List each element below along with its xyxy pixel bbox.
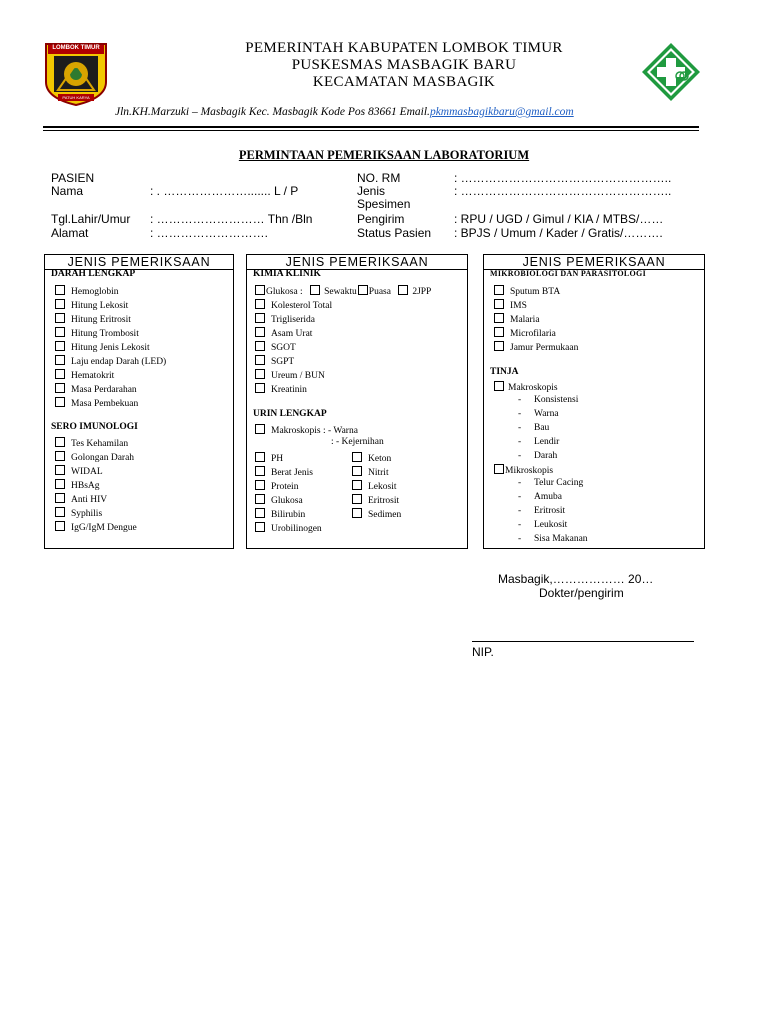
urin-checkbox-glukosa[interactable] xyxy=(255,494,265,504)
section-tinja: TINJA xyxy=(490,367,519,377)
tinja-makro-label-darah: Darah xyxy=(534,451,558,461)
mikro-checkbox-microfilaria[interactable] xyxy=(494,327,504,337)
makroskopis-label: Makroskopis : - Warna xyxy=(271,426,358,436)
darah-checkbox-hitung-jenis-lekosit[interactable] xyxy=(55,341,65,351)
glukosa-label: Glukosa : xyxy=(266,287,303,297)
sero-checkbox-syphilis[interactable] xyxy=(55,507,65,517)
urin-row-berat-jenis xyxy=(255,466,313,478)
tinja-mikro-row-leukosit xyxy=(518,520,567,530)
kimia-checkbox-kreatinin[interactable] xyxy=(255,383,265,393)
urin-row-nitrit xyxy=(352,466,389,478)
mikro-row-sputum-bta xyxy=(494,285,560,297)
bullet-dash: - xyxy=(518,520,522,530)
section-sero-imunologi: SERO IMUNOLOGI xyxy=(51,422,138,432)
status-pasien-field[interactable]: : BPJS / Umum / Kader / Gratis/………. xyxy=(454,226,663,240)
kimia-row-asam-urat xyxy=(255,327,312,339)
header-line-3: KECAMATAN MASBAGIK xyxy=(312,74,496,90)
urin-label-bilirubin: Bilirubin xyxy=(271,510,306,520)
darah-checkbox-masa-perdarahan[interactable] xyxy=(55,383,65,393)
sero-row-anti-hiv xyxy=(55,493,107,505)
urin-label-sedimen: Sedimen xyxy=(368,510,402,520)
tinja-makro-label-konsistensi: Konsistensi xyxy=(534,395,579,405)
darah-checkbox-hitung-eritrosit[interactable] xyxy=(55,313,65,323)
sero-row-hbsag xyxy=(55,479,100,491)
mikro-label-sputum-bta: Sputum BTA xyxy=(510,287,561,297)
kimia-label-sgpt: SGPT xyxy=(271,357,295,367)
sewaktu-checkbox[interactable] xyxy=(310,285,320,295)
tgl-lahir-field[interactable]: : ……………………… Thn /Bln xyxy=(150,212,313,226)
address-line xyxy=(115,106,574,118)
section-urin-lengkap: URIN LENGKAP xyxy=(253,409,327,419)
urin-label-ph: PH xyxy=(271,454,284,464)
sero-label-syphilis: Syphilis xyxy=(71,509,103,519)
sero-row-tes-kehamilan xyxy=(55,437,128,449)
urin-row-bilirubin xyxy=(255,508,305,520)
kimia-row-kolesterol-total xyxy=(255,299,332,311)
kimia-row-sgpt xyxy=(255,355,294,367)
mikro-checkbox-ims[interactable] xyxy=(494,299,504,309)
darah-row-hitung-lekosit xyxy=(55,299,128,311)
glukosa-checkbox[interactable] xyxy=(255,285,265,295)
darah-checkbox-laju-endap-darah-led[interactable] xyxy=(55,355,65,365)
jpp-label: 2JPP xyxy=(412,287,432,297)
makroskopis-checkbox[interactable] xyxy=(255,424,265,434)
urin-checkbox-ph[interactable] xyxy=(255,452,265,462)
urin-checkbox-sedimen[interactable] xyxy=(352,508,362,518)
tinja-makro-label-warna: Warna xyxy=(534,409,559,419)
form-title: PERMINTAAN PEMERIKSAAN LABORATORIUM xyxy=(238,148,530,162)
darah-checkbox-hemoglobin[interactable] xyxy=(55,285,65,295)
sero-checkbox-widal[interactable] xyxy=(55,465,65,475)
sero-label-widal: WIDAL xyxy=(71,467,103,477)
tinja-mikroskopis-row xyxy=(494,464,553,476)
tinja-mikro-row-eritrosit xyxy=(518,506,565,516)
alamat-label: Alamat xyxy=(51,226,89,240)
tinja-makroskopis-row xyxy=(494,381,558,393)
darah-row-masa-perdarahan xyxy=(55,383,137,395)
darah-label-hemoglobin: Hemoglobin xyxy=(71,287,119,297)
header-divider-thick xyxy=(43,126,699,128)
darah-row-hematokrit xyxy=(55,369,114,381)
sero-checkbox-tes-kehamilan[interactable] xyxy=(55,437,65,447)
sero-label-anti-hiv: Anti HIV xyxy=(71,495,108,505)
urin-label-protein: Protein xyxy=(271,482,299,492)
jenis-label-line2: Spesimen xyxy=(357,197,411,211)
tinja-makro-label-bau: Bau xyxy=(534,423,550,433)
darah-row-laju-endap-darah-led xyxy=(55,355,166,367)
mikro-label-ims: IMS xyxy=(510,301,527,311)
bullet-dash: - xyxy=(518,409,522,419)
mikro-label-malaria: Malaria xyxy=(510,315,540,325)
kimia-checkbox-kolesterol-total[interactable] xyxy=(255,299,265,309)
urin-row-keton xyxy=(352,452,391,464)
urin-label-nitrit: Nitrit xyxy=(368,468,389,478)
urin-checkbox-protein[interactable] xyxy=(255,480,265,490)
urin-label-keton: Keton xyxy=(368,454,392,464)
tinja-makro-label-lendir: Lendir xyxy=(534,437,560,447)
box2-header: JENIS PEMERIKSAAN xyxy=(247,255,467,270)
darah-label-hitung-lekosit: Hitung Lekosit xyxy=(71,301,129,311)
tinja-mikro-label-eritrosit: Eritrosit xyxy=(534,506,566,516)
pengirim-label: Pengirim xyxy=(357,212,405,226)
signature-line xyxy=(472,641,694,642)
kimia-label-asam-urat: Asam Urat xyxy=(271,329,313,339)
box1-header: JENIS PEMERIKSAAN xyxy=(45,255,233,270)
email-link[interactable]: pkmmasbagikbaru@gmail.com xyxy=(429,106,574,118)
sero-row-widal xyxy=(55,465,103,477)
sero-label-tes-kehamilan: Tes Kehamilan xyxy=(71,439,129,449)
darah-row-hitung-eritrosit xyxy=(55,313,131,325)
urin-checkbox-bilirubin[interactable] xyxy=(255,508,265,518)
tinja-mikro-label-amuba: Amuba xyxy=(534,492,562,502)
section-mikrobiologi: MIKROBIOLOGI DAN PARASITOLOGI xyxy=(490,269,646,278)
section-darah-lengkap: DARAH LENGKAP xyxy=(51,269,136,279)
darah-checkbox-hitung-trombosit[interactable] xyxy=(55,327,65,337)
tinja-makro-row-bau xyxy=(518,423,549,433)
box-kimia-urin xyxy=(246,254,468,549)
tinja-mikro-label-leukosit: Leukosit xyxy=(534,520,568,530)
sero-checkbox-anti-hiv[interactable] xyxy=(55,493,65,503)
box-mikro-tinja xyxy=(483,254,705,549)
urin-row-eritrosit xyxy=(352,494,399,506)
makroskopis-row xyxy=(255,424,358,436)
kimia-checkbox-sgot[interactable] xyxy=(255,341,265,351)
urin-label-berat-jenis: Berat Jenis xyxy=(271,468,313,478)
tinja-makroskopis-checkbox[interactable] xyxy=(494,381,504,391)
darah-label-hitung-trombosit: Hitung Trombosit xyxy=(71,329,139,339)
signer-role: Dokter/pengirim xyxy=(539,586,624,600)
logo-lombok-timur xyxy=(44,42,108,106)
mikro-row-microfilaria xyxy=(494,327,556,339)
urin-label-urobilinogen: Urobilinogen xyxy=(271,524,322,534)
tinja-makro-row-darah xyxy=(518,451,557,461)
jenis-label-line1: Jenis xyxy=(357,184,386,198)
darah-checkbox-masa-pembekuan[interactable] xyxy=(55,397,65,407)
bullet-dash: - xyxy=(518,423,522,433)
darah-label-laju-endap-darah-led: Laju endap Darah (LED) xyxy=(71,357,167,367)
nip-label: NIP. xyxy=(472,645,494,659)
kimia-checkbox-asam-urat[interactable] xyxy=(255,327,265,337)
mikro-checkbox-sputum-bta[interactable] xyxy=(494,285,504,295)
tinja-mikro-row-telur-cacing xyxy=(518,478,583,488)
sero-row-golongan-darah xyxy=(55,451,134,463)
tinja-mikro-row-sisa-makanan xyxy=(518,534,588,544)
section-kimia-klinik: KIMIA KLINIK xyxy=(253,269,321,279)
bullet-dash: - xyxy=(518,506,522,516)
sero-label-golongan-darah: Golongan Darah xyxy=(71,453,135,463)
kimia-label-trigliserida: Trigliserida xyxy=(271,315,315,325)
darah-row-hitung-jenis-lekosit xyxy=(55,341,150,353)
bullet-dash: - xyxy=(518,534,522,544)
urin-row-protein xyxy=(255,480,298,492)
jenis-spesimen-label xyxy=(357,185,410,211)
tinja-makro-row-konsistensi xyxy=(518,395,578,405)
bullet-dash: - xyxy=(518,437,522,447)
mikro-row-jamur-permukaan xyxy=(494,341,578,353)
urin-checkbox-urobilinogen[interactable] xyxy=(255,522,265,532)
sero-checkbox-golongan-darah[interactable] xyxy=(55,451,65,461)
mikro-checkbox-malaria[interactable] xyxy=(494,313,504,323)
urin-row-glukosa xyxy=(255,494,303,506)
tinja-mikroskopis-checkbox[interactable] xyxy=(494,464,504,474)
logo-motto-text: PATUH KARYA xyxy=(62,95,90,100)
bullet-dash: - xyxy=(518,492,522,502)
kimia-label-kreatinin: Kreatinin xyxy=(271,385,307,395)
box-darah-sero xyxy=(44,254,234,549)
mikro-row-malaria xyxy=(494,313,540,325)
nama-field[interactable]: : . …………………....... L / P xyxy=(150,184,299,198)
header-line-2: PUSKESMAS MASBAGIK BARU xyxy=(291,57,517,73)
address-text: Jln.KH.Marzuki – Masbagik Kec. Masbagik Kode Pos 83661 Email. xyxy=(115,106,430,118)
urin-row-urobilinogen xyxy=(255,522,322,534)
puasa-label: Puasa xyxy=(368,287,391,297)
tinja-mikro-label-sisa-makanan: Sisa Makanan xyxy=(534,534,588,544)
urin-checkbox-lekosit[interactable] xyxy=(352,480,362,490)
box3-header: JENIS PEMERIKSAAN xyxy=(484,255,704,270)
darah-label-masa-perdarahan: Masa Perdarahan xyxy=(71,385,137,395)
urin-checkbox-nitrit[interactable] xyxy=(352,466,362,476)
kimia-label-ureum-bun: Ureum / BUN xyxy=(271,371,325,381)
sewaktu-label: Sewaktu xyxy=(324,287,357,297)
kimia-row-ureum-bun xyxy=(255,369,325,381)
darah-row-hemoglobin xyxy=(55,285,119,297)
urin-label-lekosit: Lekosit xyxy=(368,482,397,492)
kimia-label-sgot: SGOT xyxy=(271,343,296,353)
sero-checkbox-igg-igm-dengue[interactable] xyxy=(55,521,65,531)
darah-row-hitung-trombosit xyxy=(55,327,139,339)
kimia-label-kolesterol-total: Kolesterol Total xyxy=(271,301,333,311)
header-divider-thin xyxy=(43,130,699,131)
bullet-dash: - xyxy=(518,451,522,461)
tgl-lahir-label: Tgl.Lahir/Umur xyxy=(51,212,131,226)
puskesmas-logo xyxy=(640,41,702,103)
darah-label-masa-pembekuan: Masa Pembekuan xyxy=(71,399,139,409)
header-line-1: PEMERINTAH KABUPATEN LOMBOK TIMUR xyxy=(245,40,563,56)
mikro-row-ims xyxy=(494,299,527,311)
pasien-heading: PASIEN xyxy=(51,171,95,185)
darah-label-hitung-jenis-lekosit: Hitung Jenis Lekosit xyxy=(71,343,150,353)
urin-row-ph xyxy=(255,452,283,464)
mikro-label-microfilaria: Microfilaria xyxy=(510,329,556,339)
status-pasien-label: Status Pasien xyxy=(357,226,432,240)
bullet-dash: - xyxy=(518,395,522,405)
kejernihan-label: : - Kejernihan xyxy=(331,437,384,447)
sero-label-hbsag: HBsAg xyxy=(71,481,100,491)
kimia-checkbox-ureum-bun[interactable] xyxy=(255,369,265,379)
puasa-checkbox[interactable] xyxy=(358,285,368,295)
bullet-dash: - xyxy=(518,478,522,488)
norm-field[interactable]: : …………………………………………….. xyxy=(454,171,672,185)
jpp-checkbox[interactable] xyxy=(398,285,408,295)
darah-checkbox-hematokrit[interactable] xyxy=(55,369,65,379)
urin-row-sedimen xyxy=(352,508,401,520)
sero-row-syphilis xyxy=(55,507,102,519)
tinja-mikro-row-amuba xyxy=(518,492,562,502)
darah-label-hematokrit: Hematokrit xyxy=(71,371,115,381)
kimia-checkbox-sgpt[interactable] xyxy=(255,355,265,365)
tinja-mikro-label-telur-cacing: Telur Cacing xyxy=(534,478,584,488)
norm-label: NO. RM xyxy=(357,171,401,185)
urin-label-glukosa: Glukosa xyxy=(271,496,303,506)
urin-label-eritrosit: Eritrosit xyxy=(368,496,400,506)
kimia-row-kreatinin xyxy=(255,383,307,395)
mikro-label-jamur-permukaan: Jamur Permukaan xyxy=(510,343,579,353)
darah-label-hitung-eritrosit: Hitung Eritrosit xyxy=(71,315,131,325)
jenis-spesimen-field[interactable]: : …………………………………………….. xyxy=(454,184,672,198)
darah-checkbox-hitung-lekosit[interactable] xyxy=(55,299,65,309)
logo-title-text: LOMBOK TIMUR xyxy=(52,45,100,51)
tinja-makroskopis-label: Makroskopis xyxy=(508,383,558,393)
nama-label: Nama xyxy=(51,184,84,198)
sero-label-igg-igm-dengue: IgG/IgM Dengue xyxy=(71,523,137,533)
tinja-mikroskopis-label: Mikroskopis xyxy=(505,466,554,476)
sero-checkbox-hbsag[interactable] xyxy=(55,479,65,489)
mikro-checkbox-jamur-permukaan[interactable] xyxy=(494,341,504,351)
place-date[interactable]: Masbagik,……………… 20… xyxy=(498,572,654,586)
kimia-row-sgot xyxy=(255,341,296,353)
urin-checkbox-berat-jenis[interactable] xyxy=(255,466,265,476)
kimia-checkbox-trigliserida[interactable] xyxy=(255,313,265,323)
glukosa-row xyxy=(255,285,431,297)
sero-row-igg-igm-dengue xyxy=(55,521,137,533)
urin-checkbox-keton[interactable] xyxy=(352,452,362,462)
pengirim-field[interactable]: : RPU / UGD / Gimul / KIA / MTBS/…… xyxy=(454,212,664,226)
kimia-row-trigliserida xyxy=(255,313,315,325)
urin-row-lekosit xyxy=(352,480,397,492)
urin-checkbox-eritrosit[interactable] xyxy=(352,494,362,504)
tinja-makro-row-warna xyxy=(518,409,559,419)
darah-row-masa-pembekuan xyxy=(55,397,138,409)
tinja-makro-row-lendir xyxy=(518,437,559,447)
alamat-field[interactable]: : ………………………. xyxy=(150,226,269,240)
